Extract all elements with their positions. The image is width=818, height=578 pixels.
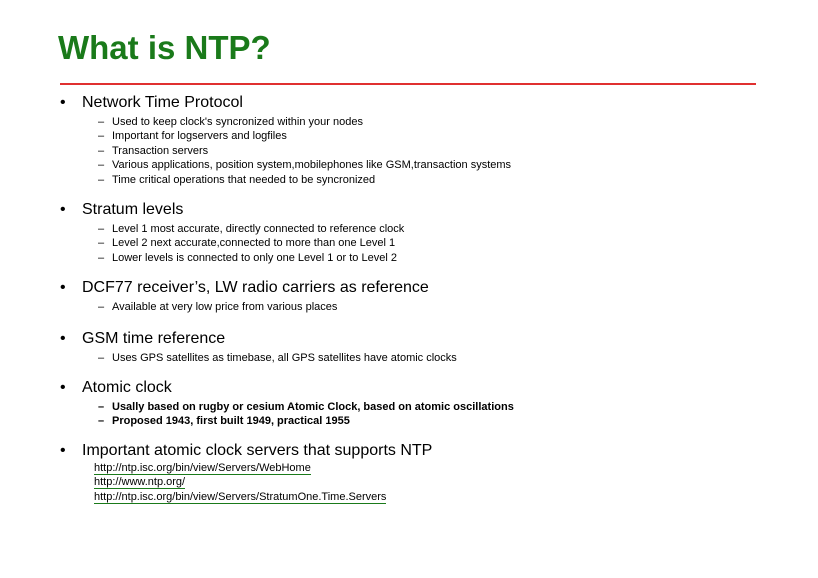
- dash-icon: –: [98, 415, 105, 428]
- bullet-dot-icon: •: [60, 201, 66, 219]
- section-stratum-levels: [58, 200, 798, 265]
- bullet-heading: [58, 329, 798, 348]
- dash-icon: –: [98, 237, 105, 250]
- list-item: [94, 461, 798, 475]
- bullet-heading: [58, 278, 798, 297]
- dash-icon: –: [98, 251, 105, 264]
- list-item: [58, 300, 798, 314]
- server-link-webhome[interactable]: http://ntp.isc.org/bin/view/Servers/WebHome: [94, 461, 311, 474]
- list-item: [58, 251, 798, 265]
- heading-text: Network Time Protocol: [82, 94, 243, 111]
- server-link-ntp-org[interactable]: http://www.ntp.org/: [94, 476, 186, 489]
- slide-body: [58, 93, 798, 504]
- server-link-stratum-one[interactable]: http://ntp.isc.org/bin/view/Servers/StratumOne.Time.Servers: [94, 490, 387, 503]
- list-item-text: Various applications, position system,mobilephones like GSM,transaction systems: [112, 159, 512, 172]
- dash-icon: –: [98, 301, 105, 314]
- list-item-text: Level 1 most accurate, directly connected to reference clock: [112, 223, 405, 236]
- title-divider: [60, 83, 756, 85]
- list-item: [58, 351, 798, 365]
- heading-text: Atomic clock: [82, 379, 172, 397]
- list-item-text: Lower levels is connected to only one Level 1 or to Level 2: [112, 251, 397, 264]
- sub-list: [58, 400, 798, 429]
- heading-text: Important atomic clock servers that supports NTP: [82, 441, 433, 459]
- section-dcf77: [58, 278, 798, 314]
- list-item-text: Used to keep clock's syncronized within your nodes: [112, 116, 363, 128]
- dash-icon: –: [98, 173, 105, 186]
- sub-list: [58, 300, 798, 314]
- bullet-dot-icon: •: [60, 441, 66, 459]
- dash-icon: –: [98, 159, 105, 172]
- list-item-text: Usally based on rugby or cesium Atomic Clock, based on atomic oscillations: [112, 401, 514, 414]
- list-item: [58, 129, 798, 143]
- heading-text: Stratum levels: [82, 201, 184, 219]
- list-item: [58, 144, 798, 158]
- list-item: [58, 173, 798, 187]
- heading-text: GSM time reference: [82, 329, 226, 347]
- bullet-dot-icon: •: [60, 329, 66, 347]
- dash-icon: –: [98, 144, 105, 157]
- section-network-time-protocol: [58, 93, 798, 187]
- list-item: [58, 222, 798, 236]
- section-gsm-time-reference: [58, 329, 798, 365]
- bullet-heading: [58, 378, 798, 397]
- bullet-heading: [58, 200, 798, 219]
- list-item: [58, 400, 798, 414]
- list-item-text: Time critical operations that needed to be syncronized: [112, 173, 376, 186]
- bullet-heading: [58, 93, 798, 112]
- bullet-dot-icon: •: [60, 279, 66, 297]
- link-list: [58, 461, 798, 504]
- list-item-text: Important for logservers and logfiles: [112, 130, 287, 143]
- list-item-text: Proposed 1943, first built 1949, practical 1955: [112, 415, 350, 428]
- slide-title: What is NTP?: [58, 29, 271, 66]
- sub-list: [58, 351, 798, 365]
- dash-icon: –: [98, 130, 105, 143]
- list-item-text: Level 2 next accurate,connected to more than one Level 1: [112, 237, 396, 250]
- list-item-text: Transaction servers: [112, 144, 209, 157]
- dash-icon: –: [98, 401, 105, 414]
- bullet-heading: [58, 441, 798, 460]
- section-atomic-clock: [58, 378, 798, 429]
- list-item: [94, 490, 798, 504]
- list-item-text: Available at very low price from various places: [112, 301, 338, 314]
- list-item: [94, 475, 798, 489]
- heading-text: DCF77 receiver’s, LW radio carriers as reference: [82, 279, 429, 297]
- list-item: [58, 115, 798, 129]
- dash-icon: –: [98, 223, 105, 236]
- list-item: [58, 158, 798, 172]
- list-item: [58, 236, 798, 250]
- bullet-dot-icon: •: [60, 379, 66, 397]
- sub-list: [58, 115, 798, 187]
- dash-icon: –: [98, 351, 105, 364]
- bullet-dot-icon: •: [60, 94, 66, 111]
- list-item: [58, 414, 798, 428]
- sub-list: [58, 222, 798, 265]
- section-ntp-servers: [58, 441, 798, 504]
- dash-icon: –: [98, 116, 105, 128]
- list-item-text: Uses GPS satellites as timebase, all GPS satellites have atomic clocks: [112, 351, 457, 364]
